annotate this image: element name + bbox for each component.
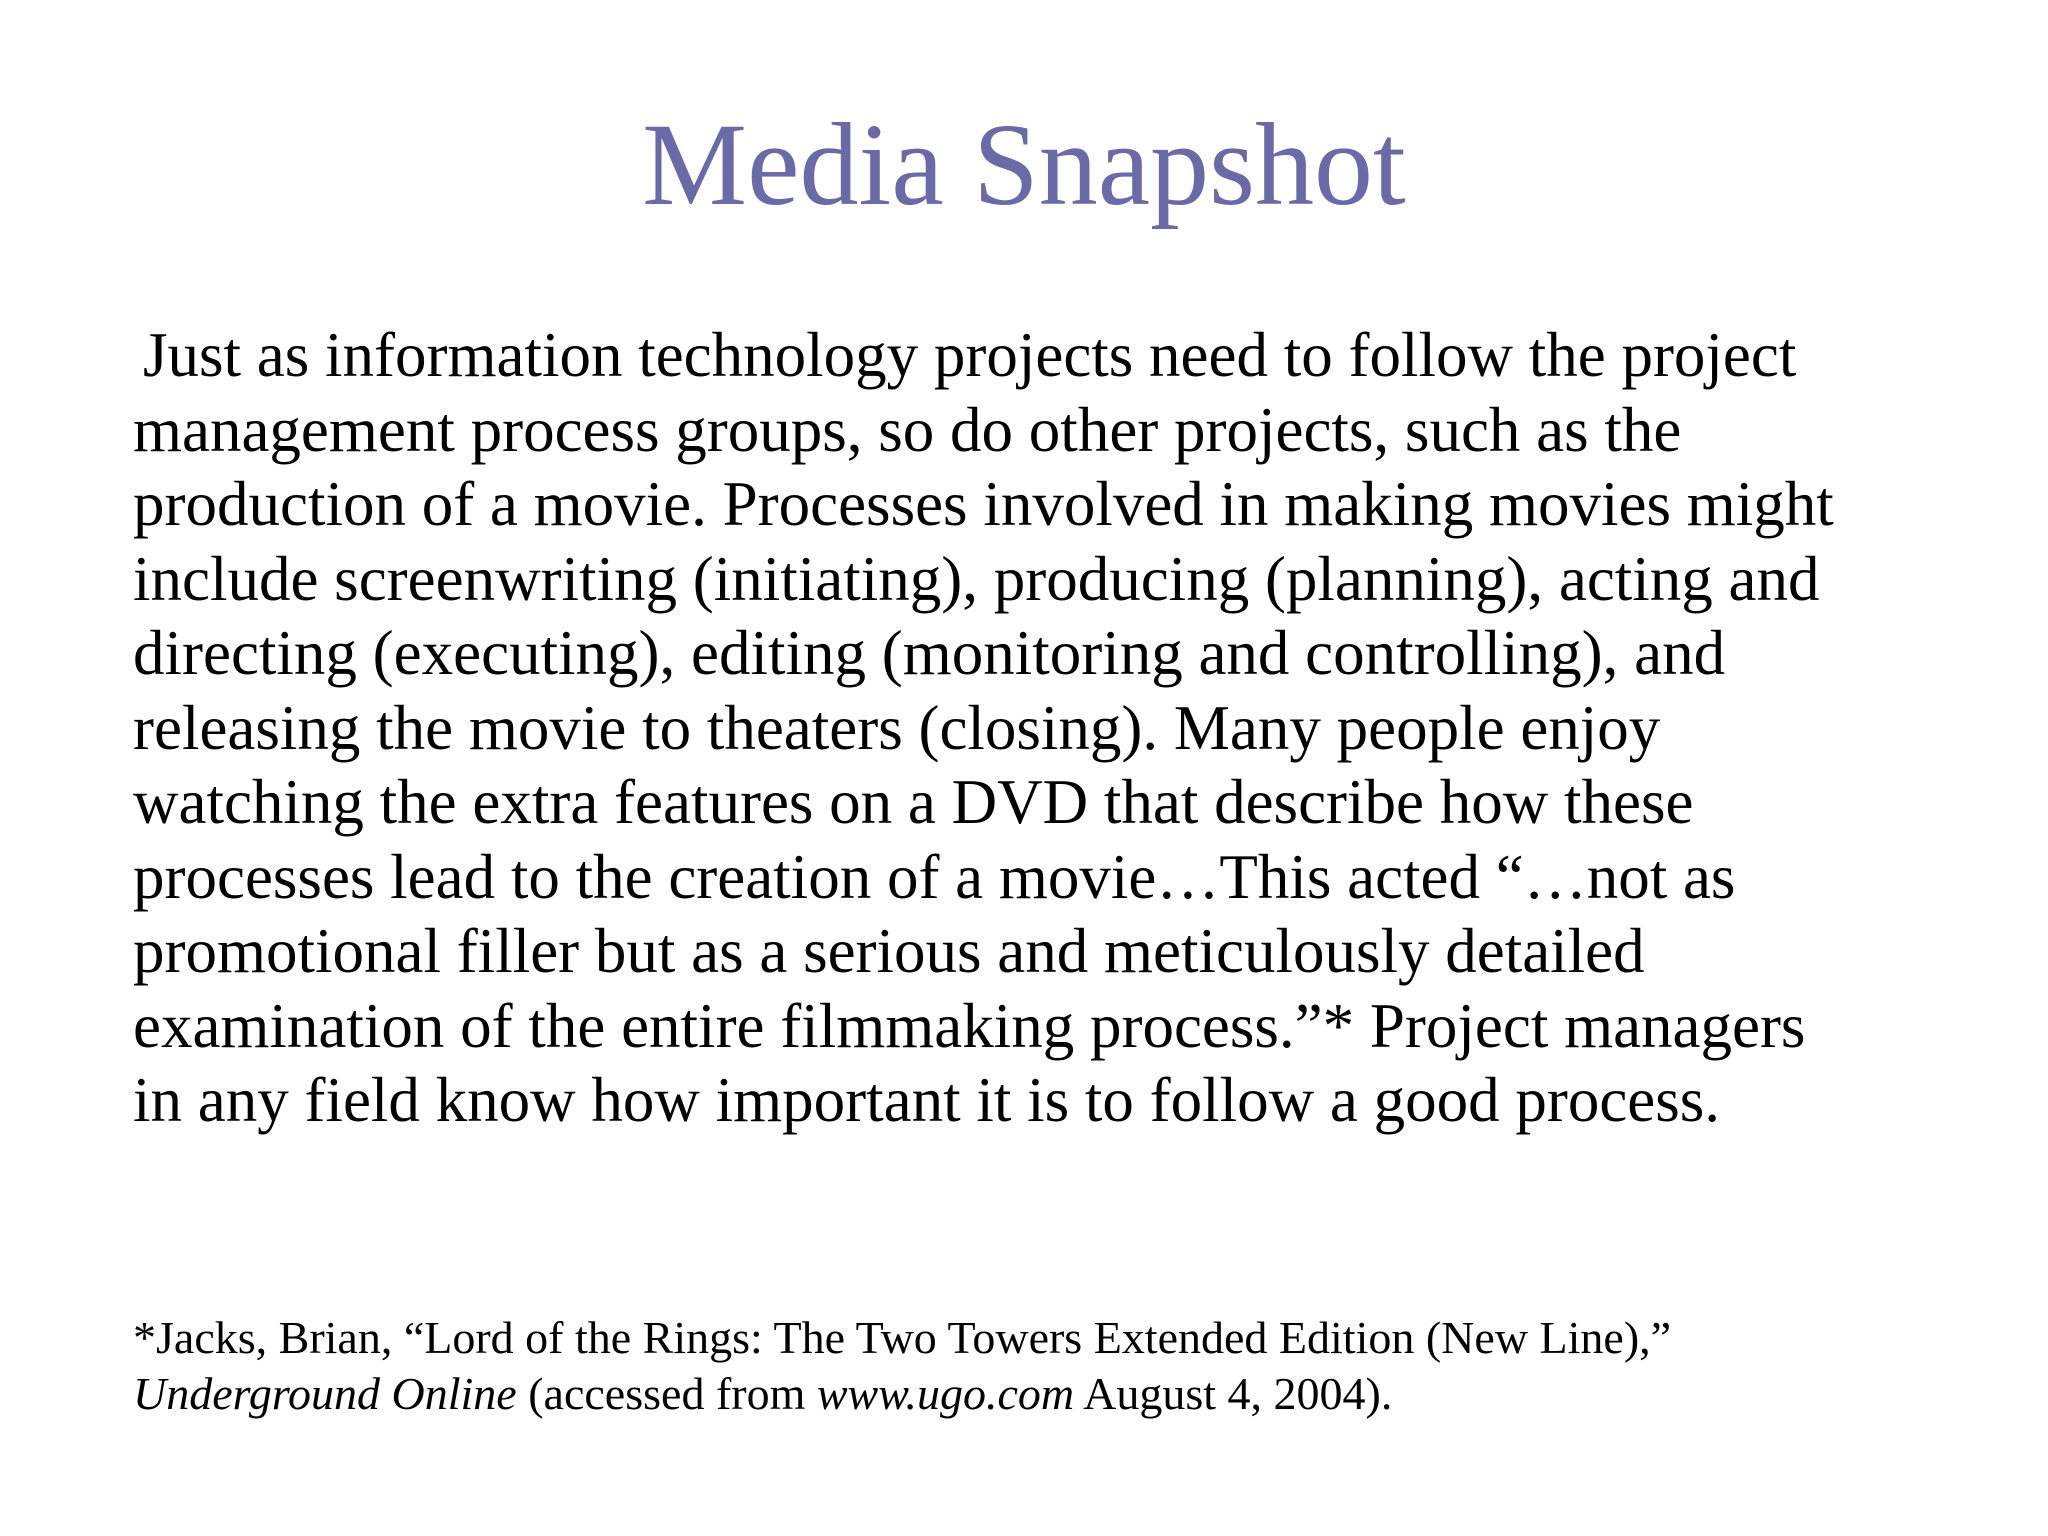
footnote-date: August 4, 2004).: [1074, 1368, 1393, 1419]
footnote-line-2: [133, 1366, 1983, 1422]
body-line: examination of the entire filmmaking process.”* Project managers: [133, 990, 1806, 1061]
body-line: watching the extra features on a DVD that describe how these: [133, 767, 1694, 837]
slide-body: [133, 318, 2023, 1138]
body-line: releasing the movie to theaters (closing). Many people enjoy: [133, 692, 1661, 763]
slide-title: Media Snapshot: [642, 99, 1406, 230]
footnote-line-1: *Jacks, Brian, “Lord of the Rings: The Two Towers Extended Edition (New Line),”: [133, 1312, 1672, 1363]
body-line: directing (executing), editing (monitoring and controlling), and: [133, 618, 1726, 688]
body-line: Just as information technology projects need to follow the project: [143, 320, 1797, 390]
footnote-source: Underground Online: [133, 1368, 517, 1419]
footnote-accessed: (accessed from: [516, 1368, 817, 1419]
citation-footnote: [133, 1310, 1983, 1422]
body-line: management process groups, so do other projects, such as the: [133, 394, 1682, 465]
body-line: production of a movie. Processes involved in making movies might: [133, 469, 1834, 539]
footnote-url: www.ugo.com: [816, 1368, 1075, 1419]
body-line: in any field know how important it is to follow a good process.: [133, 1065, 1721, 1135]
body-line: include screenwriting (initiating), producing (planning), acting and: [133, 543, 1820, 614]
body-line: promotional filler but as a serious and meticulously detailed: [133, 916, 1645, 986]
body-line: processes lead to the creation of a movie…This acted “…not as: [133, 841, 1736, 912]
